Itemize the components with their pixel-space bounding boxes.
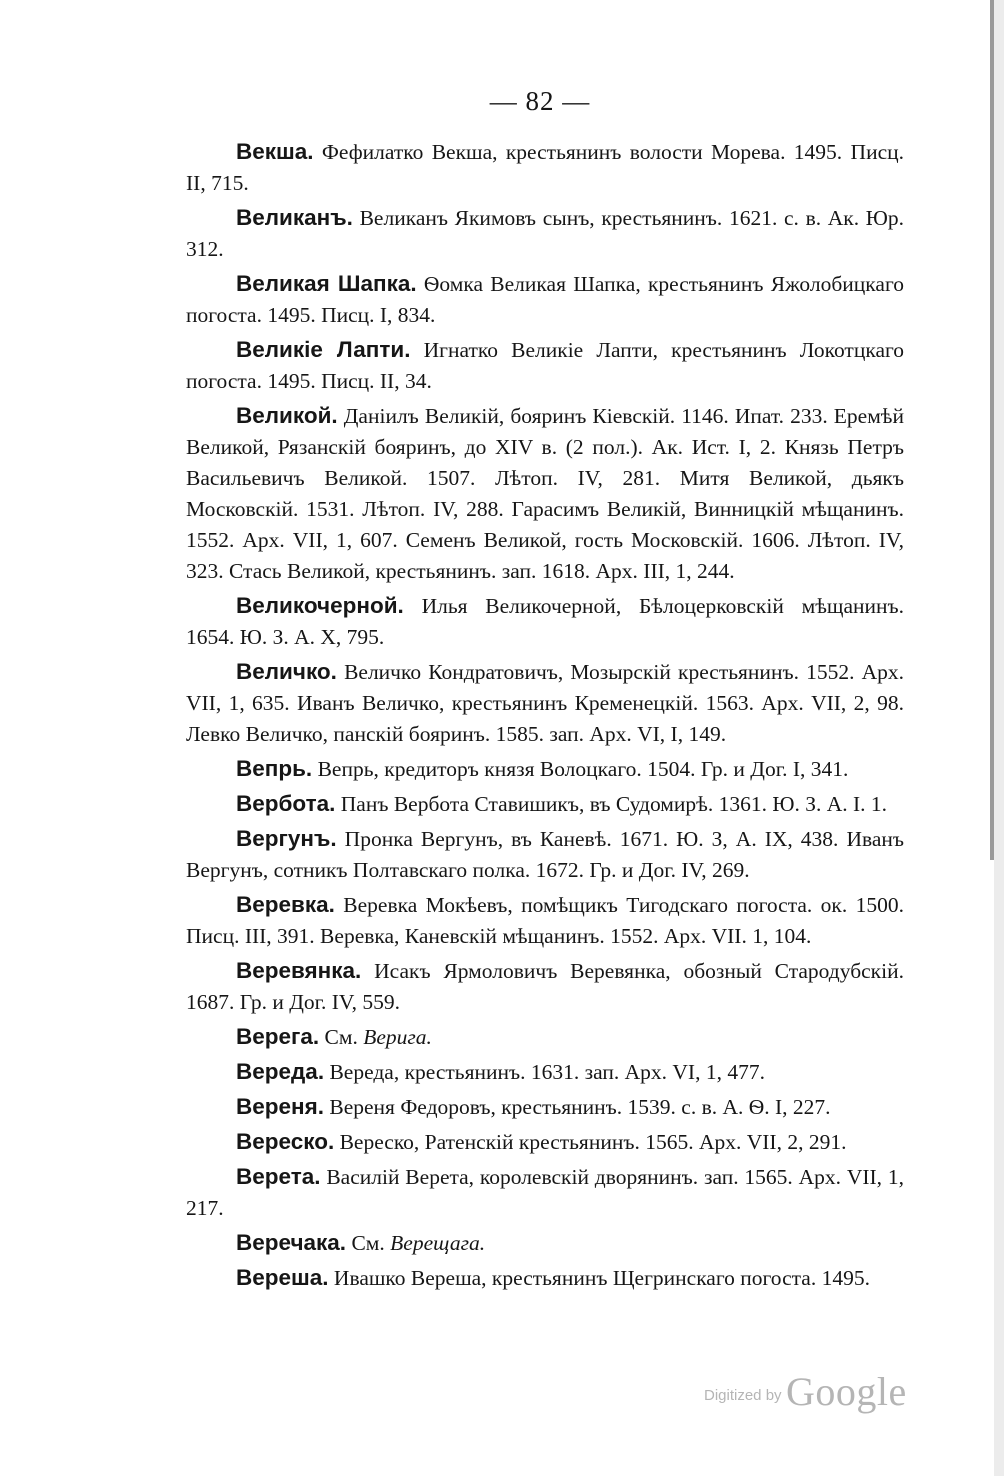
google-logo: Google (786, 1369, 907, 1414)
dictionary-entry (186, 202, 904, 265)
dictionary-entry (186, 889, 904, 952)
entry-text: Игнатко Великіе Лапти, крестьянинъ Локотцкаго погоста. 1495. Писц. II, 34. (186, 338, 905, 393)
entry-headword: Великой. (236, 403, 338, 428)
entry-text: Величко Кондратовичъ, Мозырскій крестьянинъ. 1552. Арх. VII, 1, 635. Иванъ Величко, крестьянинъ Кременецкій. 1563. Арх. VII, 2, 98. Левко Величко, панскій бояринъ. 1585. зап. Арх. VI, I, 149. (186, 660, 904, 746)
dictionary-entry (186, 955, 904, 1018)
dictionary-entry (186, 334, 904, 397)
entry-text: Даніилъ Великій, бояринъ Кіевскій. 1146. Ипат. 233. Еремѣй Великой, Рязанскій бояринъ, до XIV в. (2 пол.). Ак. Ист. I, 2. Князь Петръ Васильевичъ Великой. 1507. Лѣтоп. IV, 281. Митя Великой, дьякъ Московскій. 1531. Лѣтоп. IV, 288. Гарасимъ Великій, Винницкій мѣщанинъ. 1552. Арх. VII, 1, 607. Семенъ Великой, гость Московскій. 1606. Лѣтоп. IV, 323. Стась Великой, крестьянинъ. зап. 1618. Арх. III, 1, 244. (186, 404, 904, 583)
entry-cross-reference: Верига. (363, 1025, 432, 1049)
entry-headword: Вербота. (236, 791, 336, 816)
page-edge-line (990, 0, 994, 860)
entry-text: Веревка Мокѣевъ, помѣщикъ Тигодскаго погоста. ок. 1500. Писц. III, 391. Веревка, Каневскій мѣщанинъ. 1552. Арх. VII. 1, 104. (186, 893, 904, 948)
entry-headword: Величко. (236, 659, 337, 684)
dictionary-entry (186, 656, 904, 750)
dictionary-entry (186, 268, 904, 331)
entry-headword: Веревка. (236, 892, 335, 917)
entry-text: Вепрь, кредиторъ князя Волоцкаго. 1504. Гр. и Дог. I, 341. (317, 757, 849, 781)
entry-headword: Великая Шапка. (236, 271, 417, 296)
dictionary-body (186, 136, 904, 1297)
entry-headword: Веревянка. (236, 958, 362, 983)
entry-text: Ивашко Вереша, крестьянинъ Щегринскаго погоста. 1495. (333, 1266, 870, 1290)
entry-text: Фефилатко Векша, крестьянинъ волости Морева. 1495. Писц. II, 715. (186, 140, 904, 195)
entry-headword: Вереня. (236, 1094, 324, 1119)
entry-headword: Вепрь. (236, 756, 313, 781)
dictionary-entry (186, 1126, 904, 1158)
entry-headword: Верета. (236, 1164, 321, 1189)
dictionary-entry (186, 590, 904, 653)
entry-headword: Великочерной. (236, 593, 404, 618)
page-edge-shadow (994, 0, 1004, 1476)
dictionary-entry (186, 1091, 904, 1123)
entry-text: Василій Верета, королевскій дворянинъ. зап. 1565. Арх. VII, 1, 217. (186, 1165, 905, 1220)
dictionary-entry (186, 1262, 904, 1294)
entry-see: См. (351, 1231, 385, 1255)
dictionary-entry (186, 823, 904, 886)
page-number: — 82 — (489, 86, 591, 116)
entry-text: Вереня Федоровъ, крестьянинъ. 1539. с. в. А. Ѳ. I, 227. (329, 1095, 831, 1119)
digitized-by-google-watermark (704, 1368, 907, 1415)
entry-text: Ѳомка Великая Шапка, крестьянинъ Яжолобицкаго погоста. 1495. Писц. I, 834. (186, 272, 904, 327)
entry-headword: Вереша. (236, 1265, 329, 1290)
entry-text: Илья Великочерной, Бѣлоцерковскій мѣщанинъ. 1654. Ю. З. А. X, 795. (186, 594, 905, 649)
watermark-prefix: Digitized by (704, 1387, 782, 1404)
entry-text: Панъ Вербота Ставишикъ, въ Судомирѣ. 1361. Ю. З. А. I. 1. (340, 792, 888, 816)
entry-headword: Векша. (236, 139, 314, 164)
dictionary-entry (186, 1227, 904, 1259)
dictionary-entry (186, 1056, 904, 1088)
entry-headword: Вереда. (236, 1059, 325, 1084)
entry-headword: Верега. (236, 1024, 320, 1049)
entry-headword: Великіе Лапти. (236, 337, 411, 362)
dictionary-entry (186, 136, 904, 199)
entry-text: Вереда, крестьянинъ. 1631. зап. Арх. VI, 1, 477. (329, 1060, 765, 1084)
entry-see: См. (324, 1025, 358, 1049)
dictionary-entry (186, 753, 904, 785)
entry-cross-reference: Верещага. (390, 1231, 486, 1255)
entry-text: Великанъ Якимовъ сынъ, крестьянинъ. 1621. с. в. Ак. Юр. 312. (186, 206, 905, 261)
entry-text: Исакъ Ярмоловичъ Веревянка, обозный Стародубскій. 1687. Гр. и Дог. IV, 559. (186, 959, 904, 1014)
dictionary-entry (186, 788, 904, 820)
dictionary-entry (186, 400, 904, 587)
entry-headword: Веречака. (236, 1230, 347, 1255)
entry-headword: Вергунъ. (236, 826, 337, 851)
entry-headword: Вереско. (236, 1129, 335, 1154)
entry-text: Пронка Вергунъ, въ Каневѣ. 1671. Ю. З, А. IX, 438. Иванъ Вергунъ, сотникъ Полтавскаго полка. 1672. Гр. и Дог. IV, 269. (186, 827, 905, 882)
entry-text: Вереско, Ратенскій крестьянинъ. 1565. Арх. VII, 2, 291. (339, 1130, 847, 1154)
entry-headword: Великанъ. (236, 205, 353, 230)
dictionary-entry (186, 1021, 904, 1053)
dictionary-entry (186, 1161, 904, 1224)
